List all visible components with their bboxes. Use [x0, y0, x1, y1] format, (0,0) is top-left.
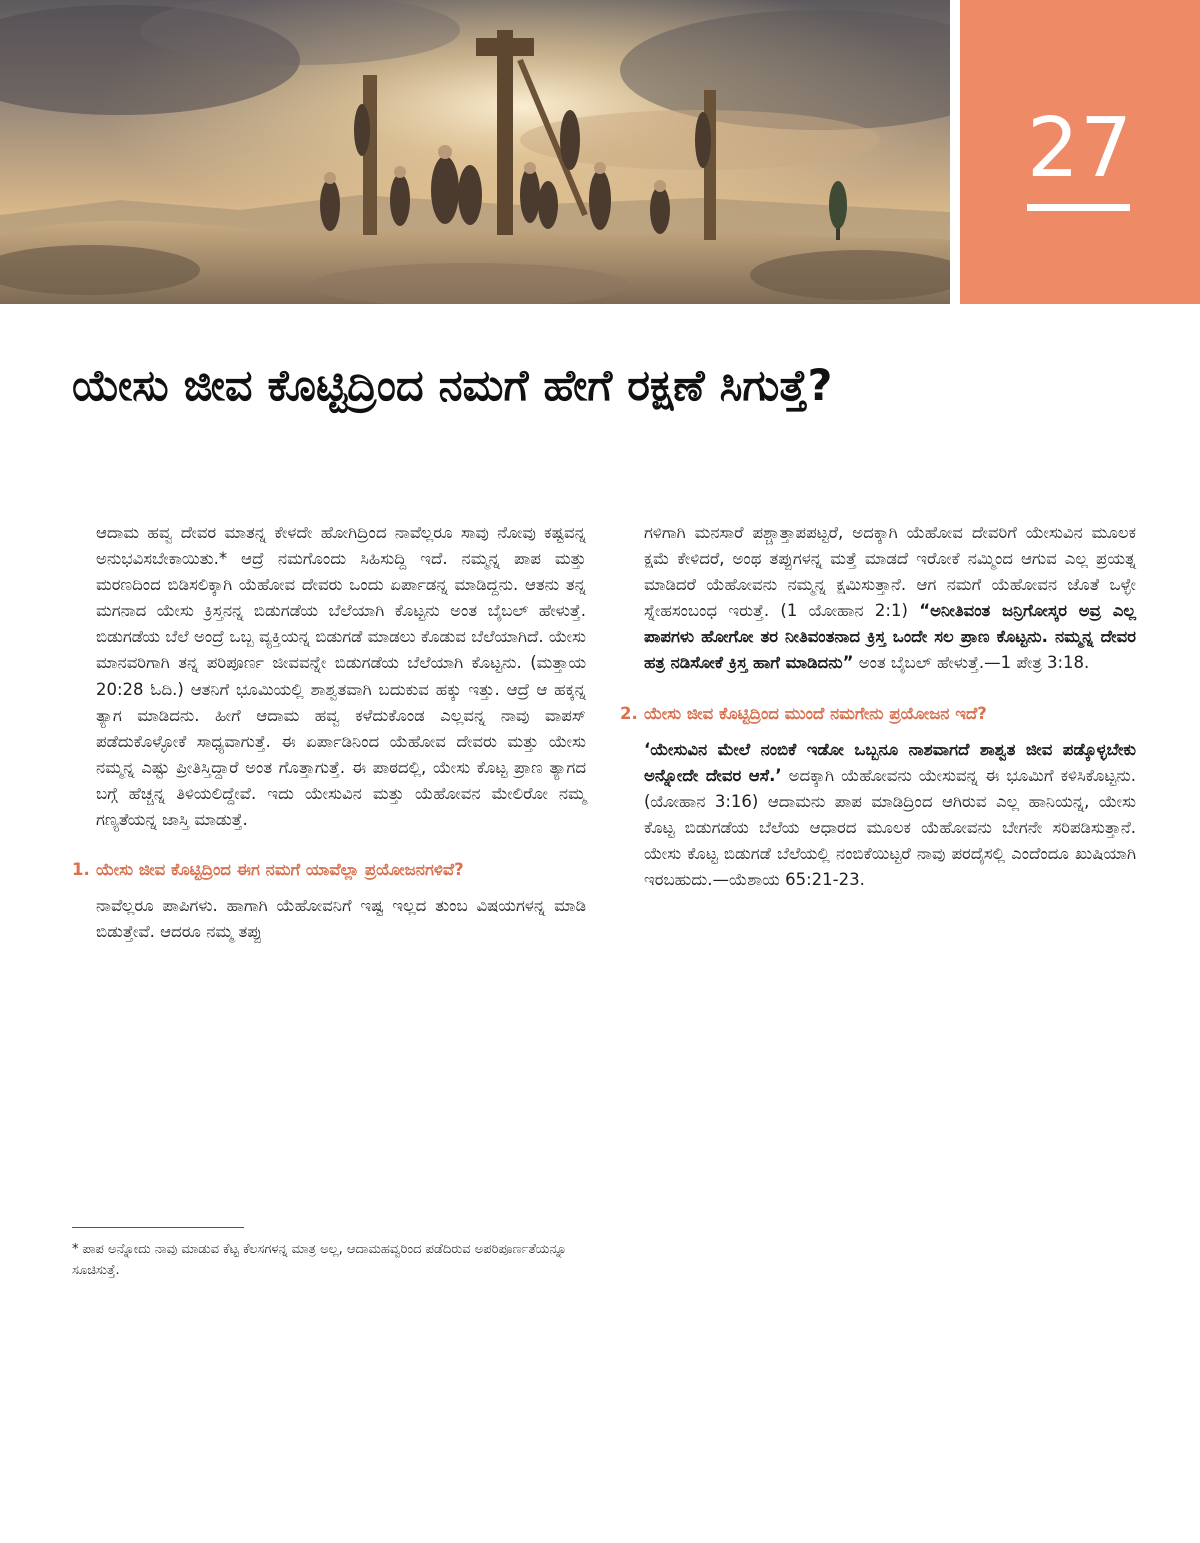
- hero-image: [0, 0, 950, 304]
- footnote: * ಪಾಪ ಅನ್ನೋದು ನಾವು ಮಾಡುವ ಕೆಟ್ಟ ಕೆಲಸಗಳನ್ನ ಮಾತ್ರ ಅಲ್ಲ, ಆದಾಮಹವ್ವರಿಂದ ಪಡೆದಿರುವ ಅಪರಿಪೂರ್ಣತೆಯನ್ನೂ ಸೂಚಿಸುತ್ತೆ.: [72, 1242, 567, 1278]
- left-column: [72, 520, 586, 945]
- section-2-scripture-quote: ‘ಯೇಸುವಿನ ಮೇಲೆ ನಂಬಿಕೆ ಇಡೋ ಒಬ್ಬನೂ ನಾಶವಾಗದೆ ಶಾಶ್ವತ ಜೀವ ಪಡ್ಕೊಳ್ಳಬೇಕು ಅನ್ನೋದೇ ದೇವರ ಆಸೆ.’: [644, 739, 1136, 785]
- section-2-body-text: ಅದಕ್ಕಾಗಿ ಯೆಹೋವನು ಯೇಸುವನ್ನ ಈ ಭೂಮಿಗೆ ಕಳಿಸಿಕೊಟ್ಟನು. (ಯೋಹಾನ 3:16) ಆದಾಮನು ಪಾಪ ಮಾಡಿದ್ರಿಂದ ಆಗಿರುವ ಎಲ್ಲ ಹಾನಿಯನ್ನ, ಯೇಸು ಕೊಟ್ಟ ಬಿಡುಗಡೆಯ ಬೆಲೆಯ ಆಧಾರದ ಮೂಲಕ ಯೆಹೋವನು ಬೇಗನೇ ಸರಿಪಡಿಸುತ್ತಾನೆ. ಯೇಸು ಕೊಟ್ಟ ಬಿಡುಗಡೆ ಬೆಲೆಯಲ್ಲಿ ನಂಬಿಕೆಯಿಟ್ಟರೆ ನಾವು ಪರದೈಸಲ್ಲಿ ಎಂದೆಂದೂ ಖುಷಿಯಾಗಿ ಇರಬಹುದು.—ಯೆಶಾಯ 65:21-23.: [644, 765, 1136, 890]
- lesson-number-badge: [960, 0, 1200, 304]
- section-1-body-continued: [644, 520, 1136, 677]
- section-1-body-text: ಗಳಿಗಾಗಿ ಮನಸಾರೆ ಪಶ್ಚಾತ್ತಾಪಪಟ್ಟರೆ, ಅದಕ್ಕಾಗಿ ಯೆಹೋವ ದೇವರಿಗೆ ಯೇಸುವಿನ ಮೂಲಕ ಕ್ಷಮೆ ಕೇಳಿದರೆ, ಅಂಥ ತಪ್ಪುಗಳನ್ನ ಮತ್ತೆ ಮಾಡದೆ ಇರೋಕೆ ನಮ್ಮಿಂದ ಆಗುವ ಎಲ್ಲ ಪ್ರಯತ್ನ ಮಾಡಿದರೆ ಯೆಹೋವನು ನಮ್ಮನ್ನ ಕ್ಷಮಿಸುತ್ತಾನೆ. ಆಗ ನಮಗೆ ಯೆಹೋವನ ಜೊತೆ ಒಳ್ಳೇ ಸ್ನೇಹಸಂಬಂಧ ಇರುತ್ತೆ. (1 ಯೋಹಾನ 2:1): [644, 523, 1136, 621]
- section-2-heading-text: ಯೇಸು ಜೀವ ಕೊಟ್ಟಿದ್ರಿಂದ ಮುಂದೆ ನಮಗೇನು ಪ್ರಯೋಜನ ಇದೆ?: [644, 703, 987, 723]
- intro-paragraph: ಆದಾಮ ಹವ್ವ ದೇವರ ಮಾತನ್ನ ಕೇಳದೇ ಹೋಗಿದ್ರಿಂದ ನಾವೆಲ್ಲರೂ ಸಾವು ನೋವು ಕಷ್ಟವನ್ನ ಅನುಭವಿಸಬೇಕಾಯಿತು.* ಆದ್ರೆ ನಮಗೊಂದು ಸಿಹಿಸುದ್ದಿ ಇದೆ. ನಮ್ಮನ್ನ ಪಾಪ ಮತ್ತು ಮರಣದಿಂದ ಬಿಡಿಸಲಿಕ್ಕಾಗಿ ಯೆಹೋವ ದೇವರು ಒಂದು ಏರ್ಪಾಡನ್ನ ಮಾಡಿದ್ದನು. ಆತನು ತನ್ನ ಮಗನಾದ ಯೇಸು ಕ್ರಿಸ್ತನನ್ನ ಬಿಡುಗಡೆಯ ಬೆಲೆಯಾಗಿ ಕೊಟ್ಟನು ಅಂತ ಬೈಬಲ್ ಹೇಳುತ್ತೆ. ಬಿಡುಗಡೆಯ ಬೆಲೆ ಅಂದ್ರೆ ಒಬ್ಬ ವ್ಯಕ್ತಿಯನ್ನ ಬಿಡುಗಡೆ ಮಾಡಲು ಕೊಡುವ ಬೆಲೆಯಾಗಿದೆ. ಯೇಸು ಮಾನವರಿಗಾಗಿ ತನ್ನ ಪರಿಪೂರ್ಣ ಜೀವವನ್ನೇ ಬಿಡುಗಡೆಯ ಬೆಲೆಯಾಗಿ ಕೊಟ್ಟನು. (ಮತ್ತಾಯ 20:28 ಓದಿ.) ಆತನಿಗೆ ಭೂಮಿಯಲ್ಲಿ ಶಾಶ್ವತವಾಗಿ ಬದುಕುವ ಹಕ್ಕು ಇತ್ತು. ಆದ್ರೆ ಆ ಹಕ್ಕನ್ನ ತ್ಯಾಗ ಮಾಡಿದನು. ಹೀಗೆ ಆದಾಮ ಹವ್ವ ಕಳೆದುಕೊಂಡ ಎಲ್ಲವನ್ನ ನಾವು ವಾಪಸ್ ಪಡೆದುಕೊಳ್ಳೋಕೆ ಸಾಧ್ಯವಾಗುತ್ತೆ. ಈ ಏರ್ಪಾಡಿನಿಂದ ಯೆಹೋವ ದೇವರು ಮತ್ತು ಯೇಸು ನಮ್ಮನ್ನ ಎಷ್ಟು ಪ್ರೀತಿಸ್ತಿದ್ದಾರೆ ಅಂತ ಗೊತ್ತಾಗುತ್ತೆ. ಈ ಪಾಠದಲ್ಲಿ, ಯೇಸು ಕೊಟ್ಟ ಪ್ರಾಣ ತ್ಯಾಗದ ಬಗ್ಗೆ ಹೆಚ್ಚನ್ನ ತಿಳಿಯಲಿದ್ದೇವೆ. ಇದು ಯೇಸುವಿನ ಮತ್ತು ಯೆಹೋವನ ಮೇಲಿರೋ ನಮ್ಮ ಗಣ್ಯತೆಯನ್ನ ಜಾಸ್ತಿ ಮಾಡುತ್ತೆ.: [96, 523, 586, 830]
- section-1-body-start: ನಾವೆಲ್ಲರೂ ಪಾಪಿಗಳು. ಹಾಗಾಗಿ ಯೆಹೋವನಿಗೆ ಇಷ್ಟ ಇಲ್ಲದ ತುಂಬ ವಿಷಯಗಳನ್ನ ಮಾಡಿ ಬಿಡುತ್ತೇವೆ. ಆದರೂ ನಮ್ಮ ತಪ್ಪು: [96, 896, 586, 942]
- page-title: ಯೇಸು ಜೀವ ಕೊಟ್ಟಿದ್ರಿಂದ ನಮಗೆ ಹೇಗೆ ರಕ್ಷಣೆ ಸಿಗುತ್ತೆ?: [72, 361, 833, 411]
- lesson-number-underline: [1027, 204, 1130, 211]
- section-2-heading: [620, 701, 1136, 727]
- lesson-number: 27: [1026, 101, 1134, 196]
- section-1-heading-text: ಯೇಸು ಜೀವ ಕೊಟ್ಟಿದ್ರಿಂದ ಈಗ ನಮಗೆ ಯಾವೆಲ್ಲಾ ಪ್ರಯೋಜನಗಳಿವೆ?: [96, 860, 464, 880]
- footnote-divider: [72, 1227, 244, 1228]
- section-2-number: 2.: [620, 703, 638, 723]
- section-2-body: [644, 737, 1136, 894]
- section-1-heading: [72, 857, 586, 883]
- section-1-scripture-quote: “ಅನೀತಿವಂತ ಜನ್ರಿಗೋಸ್ಕರ ಅವ್ರ ಎಲ್ಲ ಪಾಪಗಳು ಹೋಗೋ ತರ ನೀತಿವಂತನಾದ ಕ್ರಿಸ್ತ ಒಂದೇ ಸಲ ಪ್ರಾಣ ಕೊಟ್ಟನು. ನಮ್ಮನ್ನ ದೇವರ ಹತ್ರ ನಡಿಸೋಕೆ ಕ್ರಿಸ್ತ ಹಾಗೆ ಮಾಡಿದನು”: [644, 601, 1136, 673]
- section-1-scripture-ref: ಅಂತ ಬೈಬಲ್ ಹೇಳುತ್ತೆ.—1 ಪೇತ್ರ 3:18.: [853, 653, 1090, 673]
- section-1-number: 1.: [72, 860, 90, 880]
- right-column: [620, 520, 1136, 893]
